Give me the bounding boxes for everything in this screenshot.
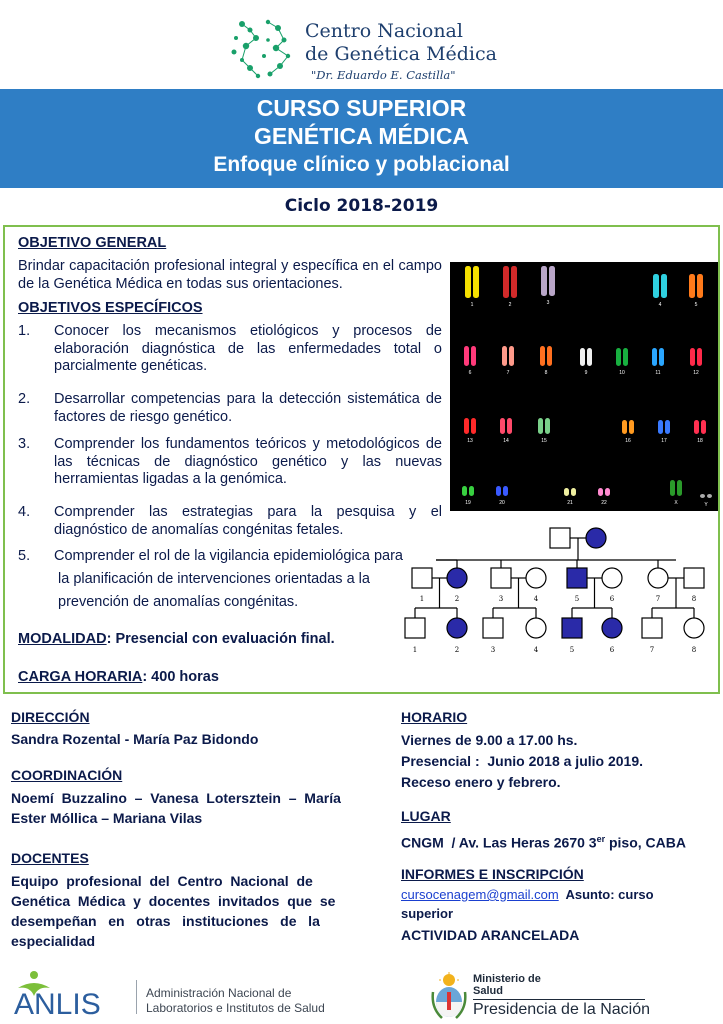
pedigree-label: 2: [454, 646, 460, 654]
chromosome-label: 4: [658, 302, 662, 308]
chromosome-label: 18: [697, 438, 703, 444]
chromosome-label: 22: [601, 500, 607, 506]
lugar-city: piso, CABA: [605, 834, 686, 851]
chromosome-label: 20: [499, 500, 505, 506]
pedigree-label: 4: [533, 646, 539, 654]
contact-email-link[interactable]: cursocenagem@gmail.com: [401, 887, 559, 902]
chromosome-label: 13: [467, 438, 473, 444]
pedigree-female: [447, 618, 467, 638]
coordinacion-heading: COORDINACIÓN: [11, 767, 123, 783]
chromosome-pair: [500, 418, 512, 434]
arancel-text: ACTIVIDAD ARANCELADA: [401, 927, 580, 943]
docentes-heading: DOCENTES: [11, 850, 89, 866]
chromosome-pair: [700, 494, 712, 498]
ministerio-name: [473, 973, 541, 997]
modalidad-label: MODALIDAD: [18, 631, 107, 647]
banner-line1: CURSO SUPERIOR: [256, 95, 467, 121]
pedigree-male: [491, 568, 511, 588]
anlis-line1: Administración Nacional de: [146, 986, 292, 1000]
direccion-heading: DIRECCIÓN: [11, 709, 90, 725]
chromosome-label: Y: [704, 502, 708, 508]
pedigree-male: [567, 568, 587, 588]
pedigree-female: [684, 618, 704, 638]
chromosome-label: 16: [625, 438, 631, 444]
objetivo-general-heading: OBJETIVO GENERAL: [18, 235, 167, 251]
horario-line2: Presencial : Junio 2018 a julio 2019.: [401, 753, 644, 769]
chromosome-pair: [616, 348, 628, 366]
chromosome-label: 19: [465, 500, 471, 506]
pedigree-female: [526, 618, 546, 638]
pedigree-label: 4: [533, 595, 539, 603]
chromosome-pair: [658, 420, 670, 434]
pedigree-label: 5: [569, 646, 575, 654]
objetivos-especificos-heading: OBJETIVOS ESPECÍFICOS: [18, 300, 203, 316]
chromosome-pair: [465, 266, 479, 298]
docentes-line2: Genética Médica y docentes invitados que se: [11, 893, 336, 909]
pedigree-label: 5: [574, 595, 580, 603]
chromosome-pair: [622, 420, 634, 434]
list-item-number: 1.: [18, 323, 31, 339]
horario-line1: Viernes de 9.00 a 17.00 hs.: [401, 732, 578, 748]
pedigree-label: 3: [490, 646, 496, 654]
chromosome-label: 14: [503, 438, 509, 444]
center-name: [305, 20, 497, 66]
presidencia-text: Presidencia de la Nación: [473, 1001, 650, 1018]
pedigree-male: [405, 618, 425, 638]
docentes-line1: Equipo profesional del Centro Nacional de: [11, 873, 313, 889]
chromosome-pair: [464, 346, 476, 366]
chromosome-pair: [564, 488, 576, 496]
chromosome-label: 9: [584, 370, 588, 376]
pedigree-male: [483, 618, 503, 638]
pedigree-label: 8: [691, 595, 697, 603]
footer-separator: [136, 980, 137, 1014]
pedigree-female: [602, 568, 622, 588]
list-item-number: 5.: [18, 548, 31, 564]
chromosome-pair: [689, 274, 703, 298]
pedigree-female: [526, 568, 546, 588]
pedigree-female: [447, 568, 467, 588]
chromosome-pair: [496, 486, 508, 496]
chromosome-label: 15: [541, 438, 547, 444]
chromosome-pair: [502, 346, 514, 366]
center-subtitle: "Dr. Eduardo E. Castilla": [311, 68, 456, 82]
chromosome-pair: [540, 346, 552, 366]
chromosome-label: 1: [470, 302, 474, 308]
chromosome-pair: [694, 420, 706, 434]
chromosome-pair: [541, 266, 555, 296]
chromosome-label: 10: [619, 370, 625, 376]
lugar-heading: LUGAR: [401, 808, 451, 824]
center-name-line1: Centro Nacional: [305, 20, 463, 42]
horario-heading: HORARIO: [401, 709, 468, 725]
pedigree-chart: [400, 524, 718, 659]
list-item-text: prevención de anomalías congénitas.: [58, 594, 299, 610]
carga-horaria: [18, 669, 219, 685]
modalidad: [18, 631, 335, 647]
lugar-floor-sup: er: [596, 834, 606, 844]
chromosome-label: 3: [546, 300, 550, 306]
list-item-text: Comprender las estrategias para la pesquisa y el diagnóstico de anomalías congénitas fetales.: [54, 504, 442, 538]
lugar-text: [401, 829, 686, 853]
pedigree-male: [550, 528, 570, 548]
chromosome-pair: [670, 480, 682, 496]
chromosome-pair: [652, 348, 664, 366]
banner-line3: Enfoque clínico y poblacional: [213, 153, 510, 176]
pedigree-male: [562, 618, 582, 638]
section-divider: [3, 692, 720, 694]
ministerio-line1: Ministerio de: [473, 973, 541, 985]
docentes-line3: desempeñan en otras instituciones de la: [11, 913, 320, 929]
objetivo-general-text: Brindar capacitación profesional integral y específica en el campo de la Genética Médica en todas sus orientaciones.: [18, 258, 442, 292]
pedigree-label: 7: [649, 646, 655, 654]
list-item-text: Comprender el rol de la vigilancia epidemiológica para: [54, 548, 403, 564]
list-item-text: Comprender los fundamentos teóricos y metodológicos de las técnicas de diagnóstico genético y las nuevas herramientas ligadas a la genómica.: [54, 436, 442, 487]
modalidad-value: : Presencial con evaluación final.: [106, 631, 335, 647]
anlis-logo-icon: [12, 966, 132, 1018]
list-item-text: la planificación de intervenciones orientadas a la: [58, 571, 370, 587]
chromosome-label: 8: [544, 370, 548, 376]
lugar-address: CNGM / Av. Las Heras 2670 3: [401, 834, 597, 851]
title-banner: [0, 89, 723, 188]
coordinacion-line2: Ester Móllica – Mariana Vilas: [11, 810, 203, 826]
ministerio-line2: Salud: [473, 985, 503, 997]
pedigree-female: [586, 528, 606, 548]
anlis-name: [146, 986, 325, 1016]
ministerio-separator: [473, 999, 645, 1000]
anlis-logo-text: ANLIS: [14, 988, 101, 1018]
chromosome-pair: [690, 348, 702, 366]
chromosome-label: 12: [693, 370, 699, 376]
chromosome-pair: [503, 266, 517, 298]
banner-line2: GENÉTICA MÉDICA: [253, 123, 470, 149]
direccion-text: Sandra Rozental - María Paz Bidondo: [11, 731, 259, 747]
pedigree-label: 7: [655, 595, 661, 603]
chromosome-label: 21: [567, 500, 573, 506]
pedigree-female: [648, 568, 668, 588]
chromosome-label: 2: [508, 302, 512, 308]
informes-heading: INFORMES E INSCRIPCIÓN: [401, 866, 584, 882]
anlis-line2: Laboratorios e Institutos de Salud: [146, 1001, 325, 1015]
pedigree-male: [412, 568, 432, 588]
pedigree-label: 6: [609, 595, 615, 603]
pedigree-male: [642, 618, 662, 638]
chromosome-pair: [464, 418, 476, 434]
list-item-number: 2.: [18, 391, 31, 407]
carga-value: : 400 horas: [142, 669, 219, 685]
list-item-text: Desarrollar competencias para la detección sistemática de factores de riesgo genético.: [54, 391, 442, 425]
genetics-dots-logo-icon: [228, 16, 298, 86]
pedigree-male: [684, 568, 704, 588]
docentes-line4: especialidad: [11, 933, 96, 949]
pedigree-label: 6: [609, 646, 615, 654]
chromosome-pair: [653, 274, 667, 298]
horario-line3: Receso enero y febrero.: [401, 774, 561, 790]
cycle-title: Ciclo 2018-2019: [284, 196, 439, 216]
chromosome-pair: [598, 488, 610, 496]
chromosome-label: 17: [661, 438, 667, 444]
chromosome-label: 7: [506, 370, 510, 376]
chromosome-label: X: [674, 500, 678, 506]
center-name-line2: de Genética Médica: [305, 43, 497, 65]
informes-contact: [401, 885, 654, 905]
chromosome-label: 11: [655, 370, 661, 376]
national-coat-of-arms-icon: [430, 972, 468, 1020]
pedigree-label: 8: [691, 646, 697, 654]
karyotype-image: [450, 262, 718, 511]
list-item-number: 3.: [18, 436, 31, 452]
chromosome-pair: [538, 418, 550, 434]
list-item-number: 4.: [18, 504, 31, 520]
pedigree-label: 1: [419, 595, 425, 603]
chromosome-label: 5: [694, 302, 698, 308]
coordinacion-line1: Noemí Buzzalino – Vanesa Lotersztein – María: [11, 790, 341, 806]
carga-label: CARGA HORARIA: [18, 669, 143, 685]
informes-asunto2: superior: [401, 906, 454, 921]
pedigree-label: 1: [412, 646, 418, 654]
informes-asunto: Asunto: curso: [558, 887, 654, 902]
list-item-text: Conocer los mecanismos etiológicos y procesos de elaboración diagnóstica de las enfermedades total o parcialmente genéticas.: [54, 323, 442, 374]
pedigree-label: 2: [454, 595, 460, 603]
chromosome-pair: [580, 348, 592, 366]
chromosome-pair: [462, 486, 474, 496]
pedigree-female: [602, 618, 622, 638]
pedigree-label: 3: [498, 595, 504, 603]
chromosome-label: 6: [468, 370, 472, 376]
